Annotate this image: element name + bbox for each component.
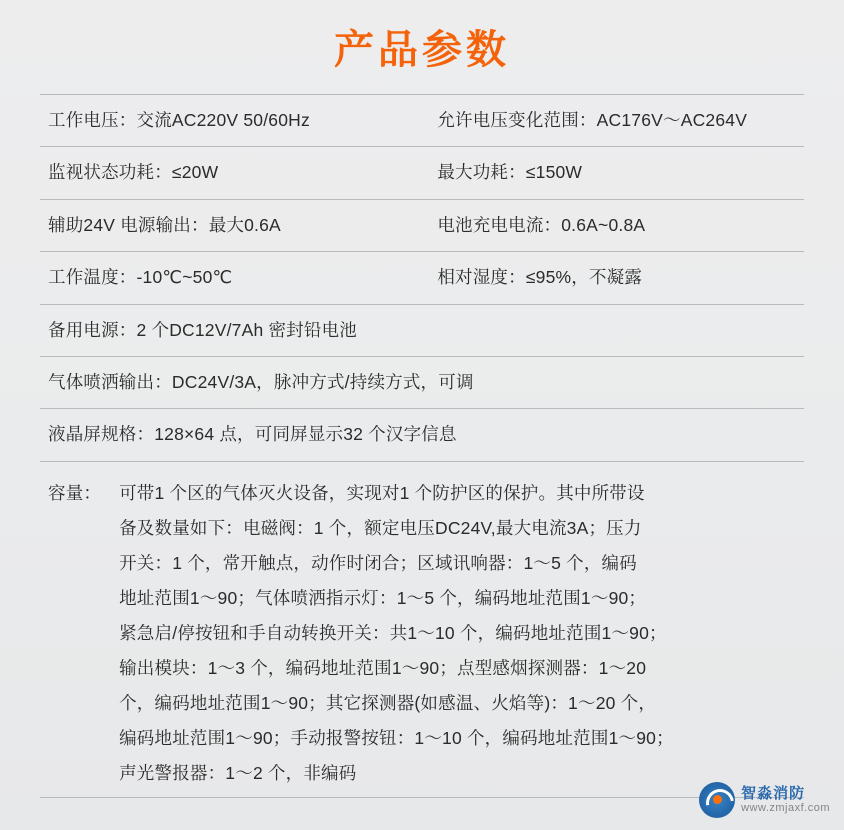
spec-table [40, 94, 804, 798]
spec-cell-gas-output: 气体喷洒输出：DC24V/3A，脉冲方式/持续方式，可调 [48, 371, 474, 392]
spec-cell-backup-power: 备用电源：2 个DC12V/7Ah 密封铅电池 [48, 319, 357, 340]
page-title: 产品参数 [334, 28, 510, 72]
spec-cell-standby-power: 监视状态功耗：≤20W [48, 162, 219, 183]
table-row [40, 409, 804, 461]
capacity-body [119, 476, 800, 791]
spec-cell-lcd-spec: 液晶屏规格：128×64 点，可同屏显示32 个汉字信息 [48, 424, 457, 445]
capacity-line: 开关：1 个，常开触点，动作时闭合；区域讯响器：1～5 个，编码 [119, 552, 637, 573]
table-row [40, 95, 804, 147]
spec-cell-aux-output: 辅助24V 电源输出：最大0.6A [48, 214, 281, 235]
spec-cell-humidity: 相对湿度：≤95%，不凝露 [437, 267, 643, 288]
spec-cell-working-temperature: 工作温度：-10℃~50℃ [48, 267, 233, 288]
watermark-url: www.zmjaxf.com [741, 802, 830, 815]
spec-cell-voltage-range: 允许电压变化范围：AC176V～AC264V [437, 110, 748, 130]
table-row [40, 147, 804, 199]
spec-table-body [40, 95, 804, 798]
capacity-line: 个，编码地址范围1～90；其它探测器(如感温、火焰等)：1～20 个， [119, 692, 657, 713]
spec-cell-max-power: 最大功耗：≤150W [437, 162, 583, 183]
capacity-wrapper [48, 476, 800, 791]
table-row [40, 304, 804, 356]
capacity-line: 可带1 个区的气体灭火设备，实现对1 个防护区的保护。其中所带设 [119, 482, 645, 503]
capacity-line: 地址范围1～90；气体喷洒指示灯：1～5 个，编码地址范围1～90； [119, 587, 647, 608]
table-row [40, 252, 804, 304]
watermark-company-name: 智淼消防 [741, 784, 806, 802]
capacity-line: 声光警报器：1～2 个，非编码 [119, 762, 357, 783]
table-row-capacity [40, 461, 804, 797]
spec-cell-capacity [40, 461, 804, 797]
spec-cell-working-voltage: 工作电压：交流AC220V 50/60Hz [48, 110, 310, 130]
spec-cell-charge-current: 电池充电电流：0.6A~0.8A [437, 214, 646, 235]
table-row [40, 199, 804, 251]
capacity-line: 紧急启/停按钮和手自动转换开关：共1～10 个，编码地址范围1～90； [119, 622, 667, 643]
capacity-line: 备及数量如下：电磁阀：1 个，额定电压DC24V,最大电流3A；压力 [119, 517, 642, 538]
capacity-line: 编码地址范围1～90；手动报警按钮：1～10 个，编码地址范围1～90； [119, 727, 674, 748]
capacity-label: 容量： [48, 482, 102, 503]
capacity-line: 输出模块：1～3 个，编码地址范围1～90；点型感烟探测器：1～20 [119, 657, 647, 678]
table-row [40, 356, 804, 408]
